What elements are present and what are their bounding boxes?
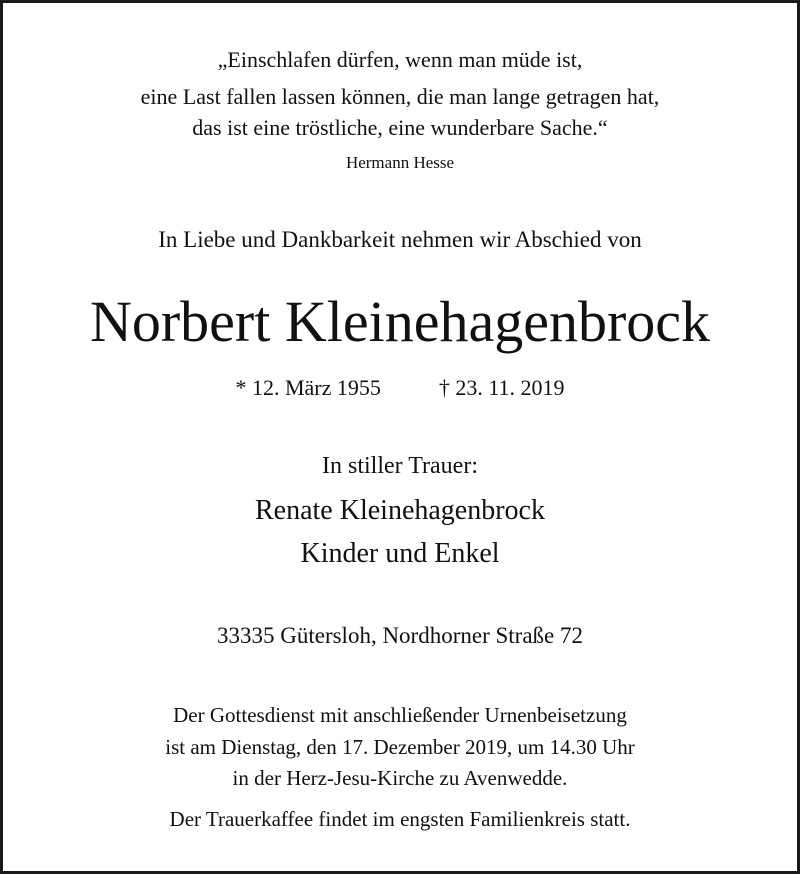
life-dates: [3, 375, 797, 401]
service-line-1: Der Gottesdienst mit anschließender Urnenbeisetzung: [173, 703, 627, 727]
mourner-name-2: Kinder und Enkel: [300, 538, 500, 569]
birth-date: * 12. März 1955: [235, 375, 381, 400]
quote-line-2: eine Last fallen lassen können, die man lange getragen hat,: [140, 84, 660, 109]
quote-line-3: das ist eine tröstliche, eine wunderbare Sache.“: [192, 115, 608, 140]
deceased-name: Norbert Kleinehagenbrock: [89, 289, 711, 354]
family-address: 33335 Gütersloh, Nordhorner Straße 72: [216, 623, 583, 648]
service-line-2: ist am Dienstag, den 17. Dezember 2019, um 14.30 Uhr: [165, 735, 635, 759]
service-line-3: in der Herz-Jesu-Kirche zu Avenwedde.: [232, 766, 568, 790]
quote-line-1: „Einschlafen dürfen, wenn man müde ist,: [217, 47, 583, 72]
quote-author: Hermann Hesse: [345, 153, 455, 172]
death-date: † 23. 11. 2019: [438, 375, 565, 400]
intro-text: In Liebe und Dankbarkeit nehmen wir Abschied von: [158, 227, 642, 252]
coffee-note: Der Trauerkaffee findet im engsten Familienkreis statt.: [169, 807, 631, 831]
mourners-heading: In stiller Trauer:: [322, 453, 478, 479]
mourner-name-1: Renate Kleinehagenbrock: [255, 495, 545, 526]
